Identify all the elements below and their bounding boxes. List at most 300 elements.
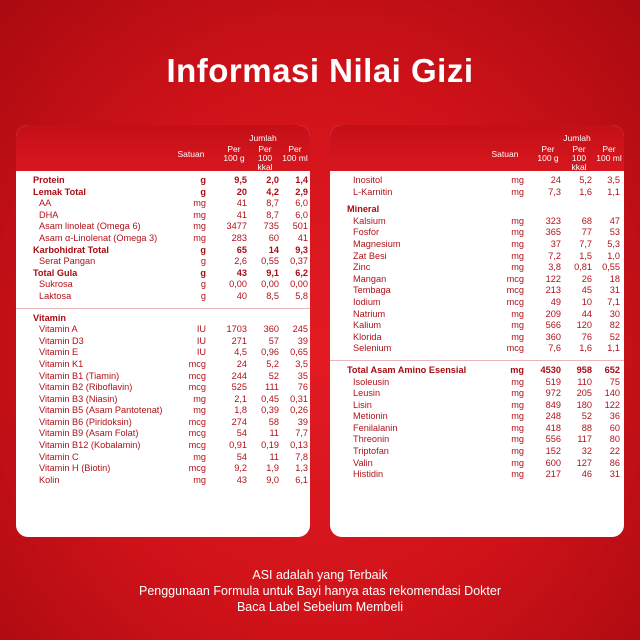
- table-row: [16, 463, 310, 475]
- per-100g-cell: 556: [545, 434, 561, 445]
- per-100g-cell: 7,6: [548, 343, 561, 354]
- per-100kkal-cell: 14: [268, 244, 279, 255]
- nutrient-name: Threonin: [353, 434, 390, 445]
- per-100ml-cell: 0,00: [290, 279, 308, 290]
- per-100g-cell: 0,00: [229, 279, 247, 290]
- nutrient-name: Mangan: [353, 273, 387, 284]
- nutrient-name: Zinc: [353, 262, 371, 273]
- unit-cell: mg: [511, 411, 524, 422]
- per-100kkal-cell: 76: [581, 331, 592, 342]
- unit-cell: mg: [511, 422, 524, 433]
- per-100kkal-cell: 45: [581, 285, 592, 296]
- unit-cell: g: [200, 279, 206, 290]
- unit-cell: mg: [511, 262, 524, 273]
- nutrient-name: Kolin: [39, 474, 60, 485]
- header-per-100g: Per 100 g: [537, 144, 559, 163]
- per-100g-cell: 217: [545, 469, 561, 480]
- per-100g-cell: 360: [545, 331, 561, 342]
- section-divider: [330, 355, 624, 365]
- per-100g-cell: 122: [545, 273, 561, 284]
- unit-cell: mg: [511, 331, 524, 342]
- unit-cell: mg: [193, 474, 206, 485]
- per-100g-cell: 3477: [226, 221, 247, 232]
- per-100g-cell: 271: [231, 335, 247, 346]
- per-100kkal-cell: 4,2: [266, 186, 279, 197]
- nutrient-name: Lisin: [353, 399, 372, 410]
- per-100g-cell: 40: [236, 290, 247, 301]
- per-100g-cell: 213: [545, 285, 561, 296]
- nutrient-name: Iodium: [353, 296, 381, 307]
- nutrition-table-left: [16, 125, 310, 537]
- unit-cell: mcg: [188, 416, 206, 427]
- nutrient-name: Serat Pangan: [39, 256, 96, 267]
- per-100g-cell: 525: [231, 382, 247, 393]
- table-row: [330, 332, 624, 344]
- table-row: [16, 394, 310, 406]
- per-100kkal-cell: 11: [269, 428, 279, 439]
- nutrient-name: Vitamin B2 (Riboflavin): [39, 382, 133, 393]
- unit-cell: mg: [511, 227, 524, 238]
- table-row: [16, 313, 310, 325]
- per-100g-cell: 248: [545, 411, 561, 422]
- nutrient-name: Karbohidrat Total: [33, 244, 109, 255]
- nutrient-name: L-Karnitin: [353, 186, 393, 197]
- per-100ml-cell: 0,55: [602, 262, 620, 273]
- per-100ml-cell: 22: [609, 446, 620, 457]
- per-100ml-cell: 122: [604, 399, 620, 410]
- per-100kkal-cell: 26: [581, 273, 592, 284]
- per-100g-cell: 566: [545, 320, 561, 331]
- nutrient-name: Leusin: [353, 388, 381, 399]
- nutrient-name: Total Gula: [33, 267, 78, 278]
- per-100ml-cell: 652: [604, 364, 620, 375]
- header-jumlah: Jumlah: [249, 133, 277, 143]
- section-divider: [16, 303, 310, 313]
- per-100g-cell: 9,2: [234, 463, 247, 474]
- per-100g-cell: 43: [236, 267, 247, 278]
- per-100g-cell: 24: [550, 175, 561, 185]
- per-100g-cell: 244: [231, 370, 247, 381]
- per-100g-cell: 0,91: [229, 440, 247, 451]
- table-row: [16, 371, 310, 383]
- per-100kkal-cell: 7,7: [579, 238, 592, 249]
- table-row: [330, 434, 624, 446]
- unit-cell: mg: [193, 393, 206, 404]
- unit-cell: mg: [193, 221, 206, 232]
- per-100g-cell: 2,1: [234, 393, 247, 404]
- per-100ml-cell: 47: [609, 215, 620, 226]
- per-100g-cell: 41: [236, 209, 247, 220]
- table-rows: [330, 175, 624, 481]
- unit-cell: mg: [511, 446, 524, 457]
- per-100ml-cell: 2,9: [295, 186, 308, 197]
- per-100kkal-cell: 0,00: [261, 279, 279, 290]
- nutrient-name: Vitamin: [33, 312, 67, 323]
- table-row: [330, 469, 624, 481]
- table-row: [16, 268, 310, 280]
- per-100ml-cell: 80: [609, 434, 620, 445]
- unit-cell: mcg: [188, 440, 206, 451]
- table-row: [16, 291, 310, 303]
- per-100kkal-cell: 1,6: [579, 343, 592, 354]
- nutrient-name: Triptofan: [353, 446, 389, 457]
- unit-cell: mg: [193, 451, 206, 462]
- table-row: [330, 446, 624, 458]
- per-100kkal-cell: 0,45: [261, 393, 279, 404]
- nutrient-name: Total Asam Amino Esensial: [347, 364, 467, 375]
- per-100kkal-cell: 1,5: [579, 250, 592, 261]
- per-100ml-cell: 1,1: [607, 343, 620, 354]
- unit-cell: mcg: [506, 273, 524, 284]
- per-100kkal-cell: 120: [576, 320, 592, 331]
- nutrient-name: Kalsium: [353, 215, 386, 226]
- per-100kkal-cell: 77: [581, 227, 592, 238]
- per-100ml-cell: 76: [297, 382, 308, 393]
- nutrient-name: Vitamin B5 (Asam Pantotenat): [39, 405, 163, 416]
- per-100kkal-cell: 8,7: [266, 198, 279, 209]
- per-100kkal-cell: 57: [268, 335, 279, 346]
- nutrient-name: Asam linoleat (Omega 6): [39, 221, 141, 232]
- per-100ml-cell: 1,1: [607, 186, 620, 197]
- per-100ml-cell: 245: [292, 324, 308, 335]
- unit-cell: mg: [511, 376, 524, 387]
- table-row: [16, 347, 310, 359]
- table-row: [330, 365, 624, 377]
- unit-cell: mg: [511, 215, 524, 226]
- per-100g-cell: 3,8: [548, 262, 561, 273]
- per-100g-cell: 152: [545, 446, 561, 457]
- per-100ml-cell: 140: [604, 388, 620, 399]
- table-row: [16, 221, 310, 233]
- per-100ml-cell: 31: [609, 285, 620, 296]
- unit-cell: IU: [196, 324, 206, 335]
- per-100g-cell: 24: [236, 358, 247, 369]
- nutrient-name: Zat Besi: [353, 250, 387, 261]
- table-row: [16, 256, 310, 268]
- unit-cell: mcg: [188, 428, 206, 439]
- table-row: [16, 336, 310, 348]
- table-row: [16, 440, 310, 452]
- per-100ml-cell: 35: [297, 370, 308, 381]
- table-row: [330, 262, 624, 274]
- unit-cell: mg: [511, 175, 524, 185]
- per-100ml-cell: 86: [609, 457, 620, 468]
- per-100g-cell: 1,8: [234, 405, 247, 416]
- nutrition-table-right: [330, 125, 624, 537]
- per-100ml-cell: 60: [609, 422, 620, 433]
- per-100kkal-cell: 5,2: [579, 175, 592, 185]
- table-row: [330, 320, 624, 332]
- per-100ml-cell: 18: [609, 273, 620, 284]
- per-100g-cell: 7,2: [548, 250, 561, 261]
- unit-cell: mcg: [506, 285, 524, 296]
- table-header: [16, 125, 310, 171]
- per-100kkal-cell: 111: [265, 382, 279, 393]
- per-100g-cell: 41: [236, 198, 247, 209]
- per-100g-cell: 2,6: [234, 256, 247, 267]
- per-100ml-cell: 30: [609, 308, 620, 319]
- unit-cell: g: [200, 175, 206, 185]
- nutrient-name: Kalium: [353, 320, 382, 331]
- per-100kkal-cell: 9,1: [266, 267, 279, 278]
- table-row: [330, 309, 624, 321]
- per-100ml-cell: 41: [297, 232, 308, 243]
- table-row: [330, 411, 624, 423]
- per-100ml-cell: 6,0: [295, 198, 308, 209]
- nutrient-name: Fosfor: [353, 227, 380, 238]
- header-per-100ml: Per 100 ml: [282, 144, 308, 163]
- unit-cell: g: [200, 244, 206, 255]
- per-100ml-cell: 0,65: [290, 347, 308, 358]
- table-row: [330, 343, 624, 355]
- per-100kkal-cell: 360: [263, 324, 279, 335]
- per-100kkal-cell: 0,39: [261, 405, 279, 416]
- nutrient-name: Vitamin B12 (Kobalamin): [39, 440, 141, 451]
- per-100ml-cell: 53: [609, 227, 620, 238]
- header-satuan: Satuan: [177, 149, 205, 159]
- header-per-100g: Per 100 g: [223, 144, 245, 163]
- per-100g-cell: 49: [550, 296, 561, 307]
- nutrient-name: Valin: [353, 457, 373, 468]
- per-100kkal-cell: 205: [576, 388, 592, 399]
- header-per-100kkal: Per 100 kkal: [571, 144, 587, 172]
- per-100kkal-cell: 52: [581, 411, 592, 422]
- nutrient-name: Histidin: [353, 469, 384, 480]
- unit-cell: mg: [511, 186, 524, 197]
- per-100kkal-cell: 46: [581, 469, 592, 480]
- nutrient-name: Vitamin B3 (Niasin): [39, 393, 118, 404]
- unit-cell: mg: [511, 238, 524, 249]
- table-row: [330, 175, 624, 187]
- nutrient-name: Magnesium: [353, 238, 401, 249]
- per-100kkal-cell: 8,5: [266, 290, 279, 301]
- nutrient-name: Sukrosa: [39, 279, 73, 290]
- unit-cell: mg: [193, 232, 206, 243]
- per-100g-cell: 283: [231, 232, 247, 243]
- per-100ml-cell: 0,37: [290, 256, 308, 267]
- table-row: [330, 285, 624, 297]
- per-100g-cell: 20: [236, 186, 247, 197]
- per-100ml-cell: 1,3: [295, 463, 308, 474]
- per-100kkal-cell: 117: [577, 434, 592, 445]
- unit-cell: g: [200, 267, 206, 278]
- per-100ml-cell: 0,26: [290, 405, 308, 416]
- per-100g-cell: 1703: [226, 324, 247, 335]
- table-row: [330, 423, 624, 435]
- unit-cell: mg: [510, 364, 524, 375]
- per-100ml-cell: 1,0: [607, 250, 620, 261]
- table-row: [16, 452, 310, 464]
- footer-line-2: Penggunaan Formula untuk Bayi hanya atas rekomendasi Dokter: [138, 584, 502, 598]
- per-100kkal-cell: 11: [269, 451, 279, 462]
- per-100kkal-cell: 735: [263, 221, 279, 232]
- per-100kkal-cell: 5,2: [266, 358, 279, 369]
- nutrient-name: Vitamin B1 (Tiamin): [39, 370, 120, 381]
- per-100g-cell: 365: [545, 227, 561, 238]
- table-row: [16, 417, 310, 429]
- table-row: [330, 297, 624, 309]
- table-row: [16, 233, 310, 245]
- table-row: [330, 187, 624, 199]
- per-100ml-cell: 31: [609, 469, 620, 480]
- header-per-100ml: Per 100 ml: [596, 144, 622, 163]
- unit-cell: mcg: [188, 382, 206, 393]
- table-row: [330, 274, 624, 286]
- per-100ml-cell: 39: [297, 416, 308, 427]
- unit-cell: g: [200, 290, 206, 301]
- table-row: [330, 251, 624, 263]
- nutrient-name: Klorida: [353, 331, 382, 342]
- header-jumlah: Jumlah: [563, 133, 591, 143]
- nutrient-name: Vitamin E: [39, 347, 79, 358]
- unit-cell: mcg: [506, 343, 524, 354]
- nutrient-name: DHA: [39, 209, 59, 220]
- unit-cell: g: [200, 256, 206, 267]
- table-row: [330, 388, 624, 400]
- unit-cell: mg: [193, 198, 206, 209]
- per-100kkal-cell: 10: [581, 296, 592, 307]
- nutrient-name: Tembaga: [353, 285, 391, 296]
- unit-cell: mg: [511, 388, 524, 399]
- nutrient-name: Vitamin B6 (Piridoksin): [39, 416, 132, 427]
- per-100ml-cell: 6,0: [295, 209, 308, 220]
- nutrient-name: Asam α-Linolenat (Omega 3): [39, 232, 158, 243]
- nutrient-name: Natrium: [353, 308, 386, 319]
- unit-cell: IU: [196, 347, 206, 358]
- footer-line-1: ASI adalah yang Terbaik: [252, 568, 388, 582]
- nutrient-name: Vitamin B9 (Asam Folat): [39, 428, 139, 439]
- per-100g-cell: 274: [231, 416, 247, 427]
- unit-cell: mg: [511, 250, 524, 261]
- table-rows: [16, 175, 310, 486]
- per-100kkal-cell: 2,0: [266, 175, 279, 185]
- table-row: [16, 175, 310, 187]
- per-100ml-cell: 501: [292, 221, 308, 232]
- table-row: [16, 279, 310, 291]
- unit-cell: mcg: [188, 358, 206, 369]
- table-row: [16, 198, 310, 210]
- per-100kkal-cell: 0,55: [261, 256, 279, 267]
- nutrient-name: Protein: [33, 175, 65, 185]
- unit-cell: mg: [511, 399, 524, 410]
- nutrient-name: Mineral: [347, 204, 380, 215]
- unit-cell: mg: [511, 457, 524, 468]
- nutrient-name: Vitamin A: [39, 324, 78, 335]
- table-row: [330, 458, 624, 470]
- nutrient-name: Lemak Total: [33, 186, 86, 197]
- nutrient-name: Vitamin H (Biotin): [39, 463, 111, 474]
- unit-cell: mcg: [506, 296, 524, 307]
- per-100ml-cell: 6,2: [295, 267, 308, 278]
- per-100kkal-cell: 958: [576, 364, 592, 375]
- per-100ml-cell: 7,7: [295, 428, 308, 439]
- unit-cell: IU: [196, 335, 206, 346]
- table-row: [16, 324, 310, 336]
- per-100g-cell: 65: [236, 244, 247, 255]
- per-100g-cell: 37: [550, 238, 561, 249]
- per-100g-cell: 972: [545, 388, 561, 399]
- table-row: [330, 377, 624, 389]
- per-100g-cell: 9,5: [234, 175, 247, 185]
- table-row: [16, 245, 310, 257]
- table-row: [330, 239, 624, 251]
- per-100ml-cell: 6,1: [295, 474, 308, 485]
- per-100kkal-cell: 1,6: [579, 186, 592, 197]
- per-100ml-cell: 5,3: [607, 238, 620, 249]
- per-100ml-cell: 7,8: [295, 451, 308, 462]
- per-100ml-cell: 3,5: [607, 175, 620, 185]
- per-100ml-cell: 36: [609, 411, 620, 422]
- per-100ml-cell: 9,3: [295, 244, 308, 255]
- table-row: [16, 359, 310, 371]
- nutrient-name: Vitamin C: [39, 451, 79, 462]
- unit-cell: mg: [193, 209, 206, 220]
- per-100g-cell: 4,5: [234, 347, 247, 358]
- per-100ml-cell: 3,5: [295, 358, 308, 369]
- per-100kkal-cell: 180: [576, 399, 592, 410]
- per-100kkal-cell: 0,19: [261, 440, 279, 451]
- per-100g-cell: 323: [545, 215, 561, 226]
- per-100kkal-cell: 0,81: [574, 262, 592, 273]
- per-100g-cell: 519: [545, 376, 561, 387]
- per-100ml-cell: 0,31: [290, 393, 308, 404]
- per-100ml-cell: 7,1: [607, 296, 620, 307]
- table-row: [16, 475, 310, 487]
- unit-cell: mg: [511, 308, 524, 319]
- per-100kkal-cell: 44: [581, 308, 592, 319]
- per-100g-cell: 7,3: [548, 186, 561, 197]
- per-100kkal-cell: 9,0: [266, 474, 279, 485]
- unit-cell: mg: [511, 320, 524, 331]
- header-satuan: Satuan: [491, 149, 519, 159]
- table-row: [330, 216, 624, 228]
- unit-cell: mg: [193, 405, 206, 416]
- nutrient-name: Metionin: [353, 411, 388, 422]
- unit-cell: mcg: [188, 463, 206, 474]
- table-row: [330, 204, 624, 216]
- per-100kkal-cell: 68: [581, 215, 592, 226]
- per-100ml-cell: 0,13: [290, 440, 308, 451]
- table-row: [330, 400, 624, 412]
- per-100g-cell: 418: [545, 422, 561, 433]
- per-100ml-cell: 39: [297, 335, 308, 346]
- nutrient-name: Fenilalanin: [353, 422, 398, 433]
- table-row: [330, 227, 624, 239]
- per-100g-cell: 54: [236, 428, 247, 439]
- header-per-100kkal: Per 100 kkal: [257, 144, 273, 172]
- unit-cell: mcg: [188, 370, 206, 381]
- per-100kkal-cell: 110: [577, 376, 592, 387]
- table-row: [16, 428, 310, 440]
- per-100ml-cell: 1,4: [295, 175, 308, 185]
- per-100ml-cell: 52: [609, 331, 620, 342]
- nutrient-name: Inositol: [353, 175, 383, 185]
- per-100kkal-cell: 0,96: [261, 347, 279, 358]
- per-100g-cell: 4530: [540, 364, 561, 375]
- nutrient-name: Laktosa: [39, 290, 72, 301]
- table-row: [16, 405, 310, 417]
- nutrient-name: Vitamin K1: [39, 358, 84, 369]
- table-row: [16, 187, 310, 199]
- nutrient-name: Isoleusin: [353, 376, 390, 387]
- per-100g-cell: 849: [545, 399, 561, 410]
- nutrient-name: Selenium: [353, 343, 392, 354]
- nutrient-name: Vitamin D3: [39, 335, 84, 346]
- per-100kkal-cell: 32: [581, 446, 592, 457]
- per-100kkal-cell: 127: [576, 457, 592, 468]
- footer-line-3: Baca Label Sebelum Membeli: [236, 600, 404, 614]
- table-row: [16, 210, 310, 222]
